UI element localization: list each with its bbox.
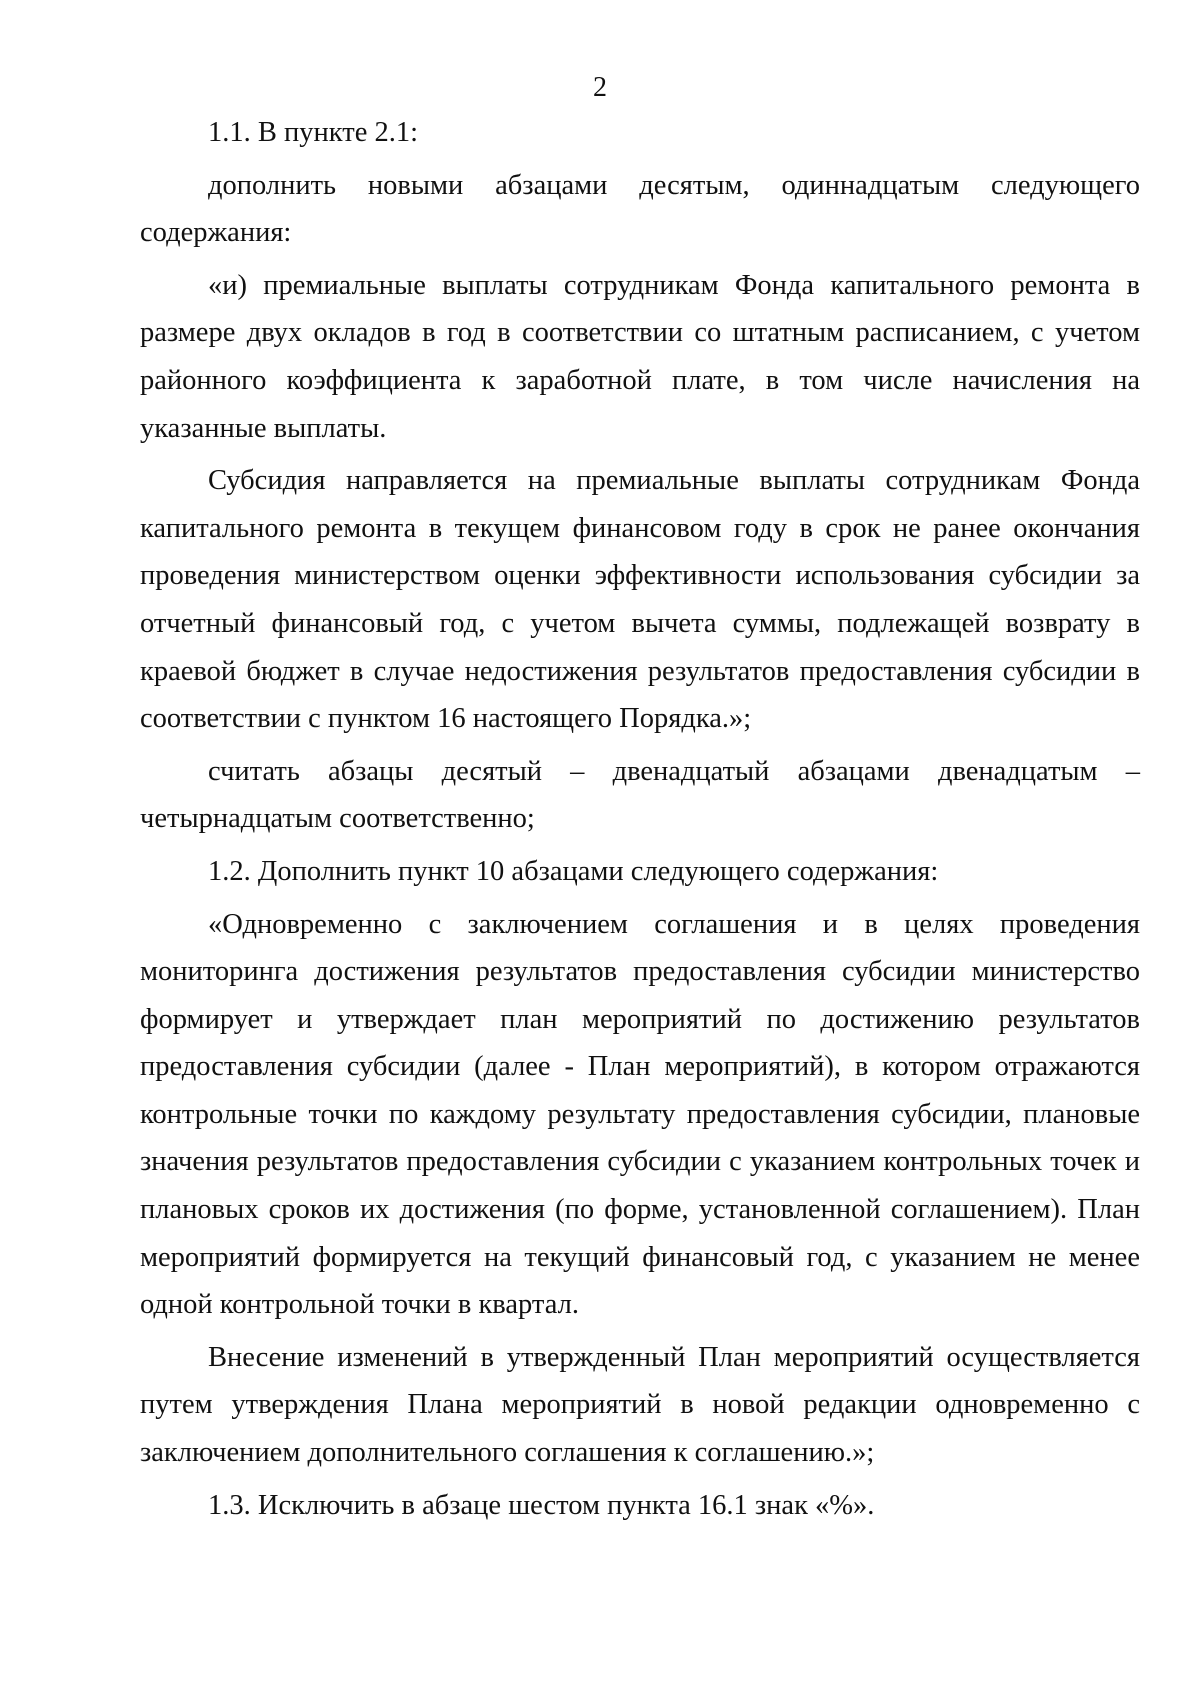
paragraph-1-2-heading: 1.2. Дополнить пункт 10 абзацами следующего содержания: [208,855,939,887]
paragraph-1-3: 1.3. Исключить в абзаце шестом пункта 16.1 знак «%». [208,1489,875,1521]
paragraph-1-1-heading: 1.1. В пункте 2.1: [208,117,419,148]
paragraph-plan-changes: Внесение изменений в утвержденный План мероприятий осуществляется путем утверждения Плана мероприятий в новой редакции одновременно с заключением дополнительного соглашения к соглашению.»; [140,1341,1140,1469]
paragraph-monitoring-plan: «Одновременно с заключением соглашения и в целях проведения мониторинга достижения результатов предоставления субсидии министерство формирует и утверждает план мероприятий по достижению результатов предоставления субсидии (далее - План мероприятий), в котором отражаются контрольные точки по каждому результату предоставления субсидии, плановые значения результатов предоставления субсидии с указанием контрольных точек и плановых сроков их достижения (по форме, установленной соглашением). План мероприятий формируется на текущий финансовый год, с указанием не менее одной контрольной точки в квартал. [140,908,1140,1321]
paragraph-renumbering: считать абзацы десятый – двенадцатый абзацами двенадцатым – четырнадцатым соответственно; [140,755,1140,835]
paragraph-amend-instruction: дополнить новыми абзацами десятым, одиннадцатым следующего содержания: [140,169,1140,249]
page-number: 2 [593,72,607,103]
paragraph-item-i: «и) премиальные выплаты сотрудникам Фонда капитального ремонта в размере двух окладов в год в соответствии со штатным расписанием, с учетом районного коэффициента к заработной плате, в том числе начисления на указанные выплаты. [140,269,1140,444]
paragraph-subsidy-direction: Субсидия направляется на премиальные выплаты сотрудникам Фонда капитального ремонта в текущем финансовом году в срок не ранее окончания проведения министерством оценки эффективности использования субсидии за отчетный финансовый год, с учетом вычета суммы, подлежащей возврату в краевой бюджет в случае недостижения результатов предоставления субсидии в соответствии с пунктом 16 настоящего Порядка.»; [140,465,1140,735]
document-body [140,109,1140,1531]
